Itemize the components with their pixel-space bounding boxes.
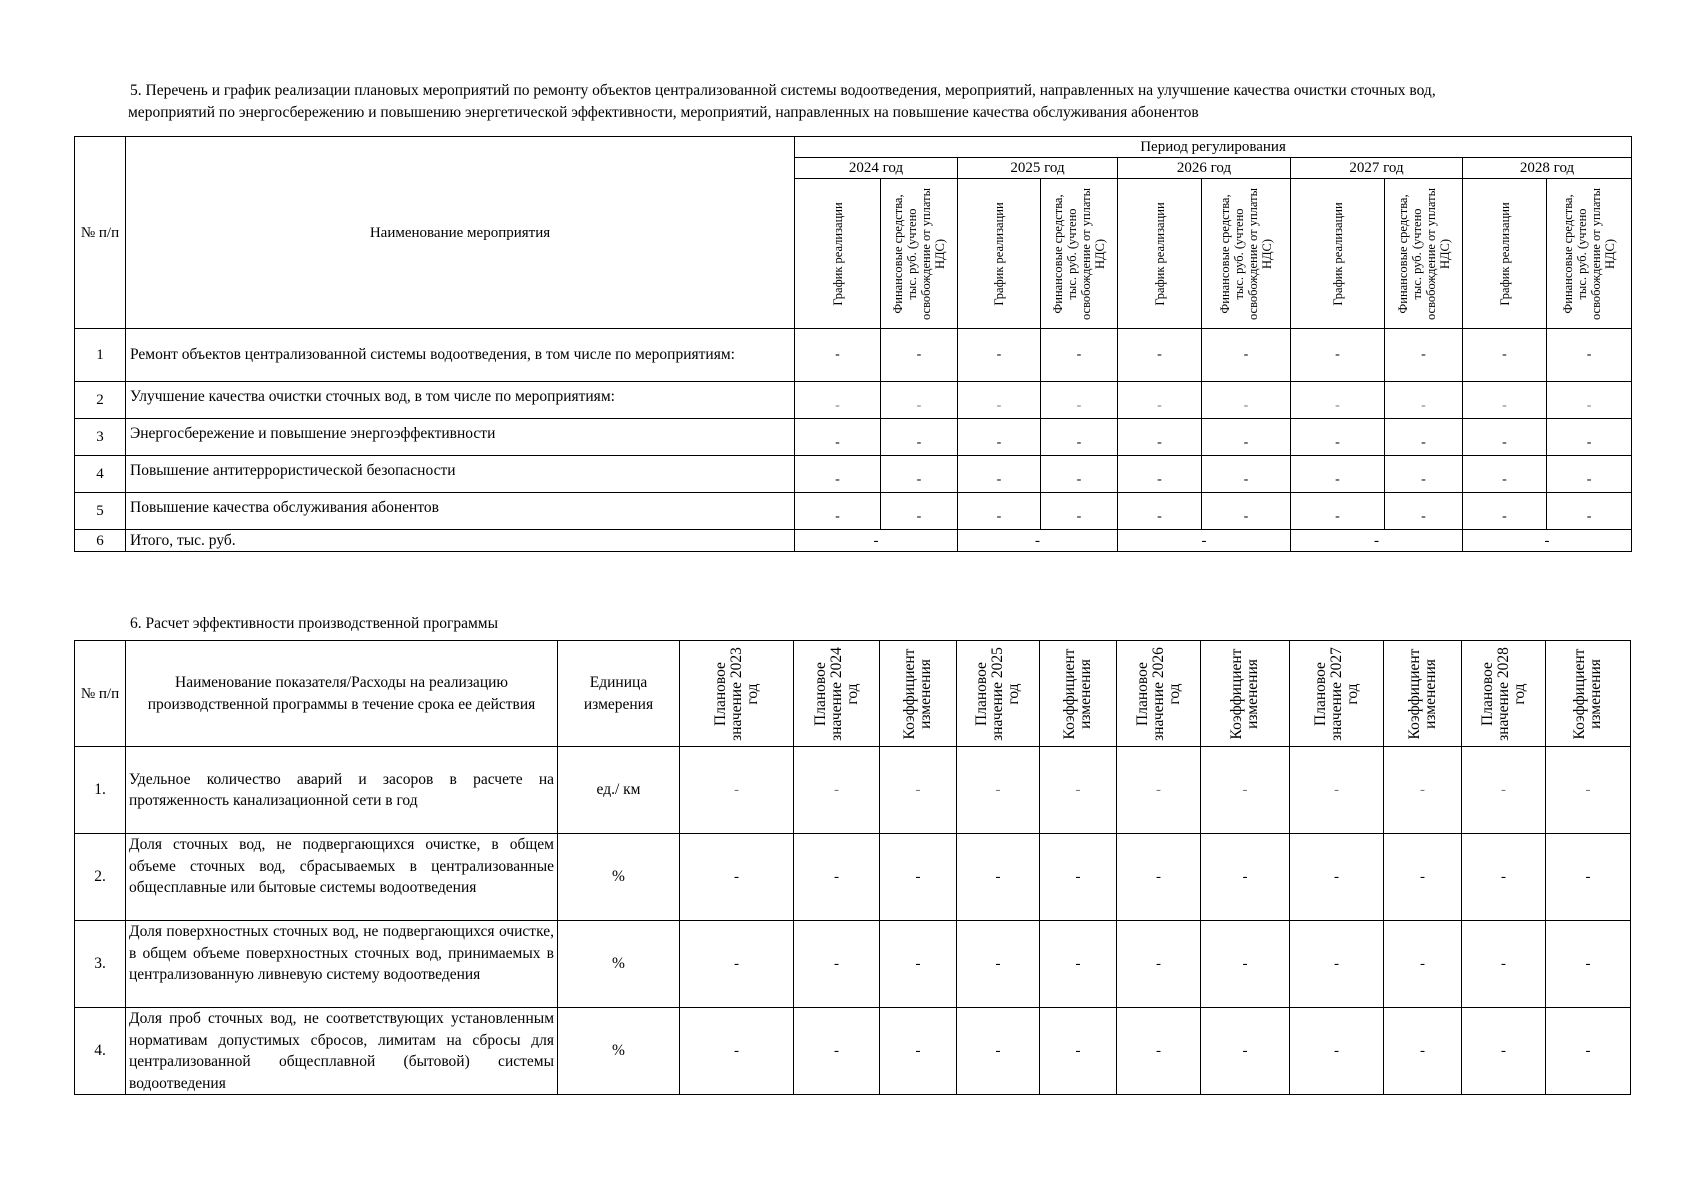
subheader-schedule: График реализации xyxy=(958,179,1041,329)
total-value: - xyxy=(958,530,1118,552)
value-cell: - xyxy=(1546,747,1631,834)
planned-value-header: Плановое значение 2026 год xyxy=(1117,641,1201,747)
value-cell: - xyxy=(958,419,1041,456)
value-cell: - xyxy=(1547,456,1632,493)
planned-value-header: Плановое значение 2027 год xyxy=(1290,641,1384,747)
section5-heading xyxy=(130,80,1630,124)
row-number: 1. xyxy=(75,747,126,834)
value-cell: - xyxy=(1463,419,1547,456)
value-cell: - xyxy=(958,329,1041,382)
value-cell: - xyxy=(1546,921,1631,1008)
subheader-schedule: График реализации xyxy=(1291,179,1385,329)
value-cell: - xyxy=(1117,1008,1201,1095)
value-cell: - xyxy=(1462,747,1546,834)
value-cell: - xyxy=(1291,493,1385,530)
value-cell: - xyxy=(1290,747,1384,834)
value-cell: - xyxy=(1041,329,1118,382)
value-cell: - xyxy=(1463,493,1547,530)
value-cell: - xyxy=(880,1008,957,1095)
value-cell: - xyxy=(1385,329,1463,382)
value-cell: - xyxy=(680,747,794,834)
value-cell: - xyxy=(957,747,1040,834)
value-cell: - xyxy=(958,382,1041,419)
section5-heading-line1: 5. Перечень и график реализации плановых мероприятий по ремонту объектов централизованной системы водоотведения, мероприятий, направленных на улучшение качества очистки сточных вод, xyxy=(130,82,1436,99)
value-cell: - xyxy=(1384,747,1462,834)
activity-name: Повышение антитеррористической безопасности xyxy=(126,456,795,493)
value-cell: - xyxy=(1290,921,1384,1008)
value-cell: - xyxy=(957,921,1040,1008)
table-row xyxy=(75,329,1632,382)
value-cell: - xyxy=(880,834,957,921)
table-row xyxy=(75,456,1632,493)
value-cell: - xyxy=(881,456,958,493)
col-header-indicator: Наименование показателя/Расходы на реализацию производственной программы в течение срока ее действия xyxy=(126,641,558,747)
value-cell: - xyxy=(1118,493,1202,530)
subheader-finance: Финансовые средства, тыс. руб. (учтено освобождение от уплаты НДС) xyxy=(881,179,958,329)
value-cell: - xyxy=(795,382,881,419)
unit-cell: % xyxy=(558,834,680,921)
value-cell: - xyxy=(1201,1008,1290,1095)
value-cell: - xyxy=(1546,1008,1631,1095)
indicator-name: Доля сточных вод, не подвергающихся очистке, в общем объеме сточных вод, сбрасываемых в централизованные общесплавные или бытовые системы водоотведения xyxy=(126,834,558,921)
subheader-schedule: График реализации xyxy=(1463,179,1547,329)
value-cell: - xyxy=(1547,329,1632,382)
value-cell: - xyxy=(881,329,958,382)
value-cell: - xyxy=(680,834,794,921)
row-number: 2. xyxy=(75,834,126,921)
value-cell: - xyxy=(957,1008,1040,1095)
value-cell: - xyxy=(680,1008,794,1095)
row-number: 3 xyxy=(75,419,126,456)
value-cell: - xyxy=(1291,419,1385,456)
col-header-num: № п/п xyxy=(75,641,126,747)
coefficient-header: Коэффициент изменения xyxy=(1040,641,1117,747)
planned-value-header: Плановое значение 2024 год xyxy=(794,641,880,747)
value-cell: - xyxy=(1462,921,1546,1008)
schedule-table xyxy=(74,136,1632,552)
value-cell: - xyxy=(1290,834,1384,921)
value-cell: - xyxy=(1546,834,1631,921)
value-cell: - xyxy=(794,747,880,834)
value-cell: - xyxy=(1040,1008,1117,1095)
value-cell: - xyxy=(881,382,958,419)
value-cell: - xyxy=(1202,419,1291,456)
value-cell: - xyxy=(1385,382,1463,419)
total-value: - xyxy=(1463,530,1632,552)
value-cell: - xyxy=(1463,382,1547,419)
value-cell: - xyxy=(1462,834,1546,921)
value-cell: - xyxy=(1202,329,1291,382)
value-cell: - xyxy=(1385,456,1463,493)
row-number: 6 xyxy=(75,530,126,552)
subheader-schedule: График реализации xyxy=(795,179,881,329)
value-cell: - xyxy=(1463,456,1547,493)
row-number: 3. xyxy=(75,921,126,1008)
year-header: 2025 год xyxy=(958,158,1118,179)
value-cell: - xyxy=(958,456,1041,493)
value-cell: - xyxy=(1384,1008,1462,1095)
value-cell: - xyxy=(1118,382,1202,419)
value-cell: - xyxy=(795,329,881,382)
value-cell: - xyxy=(957,834,1040,921)
value-cell: - xyxy=(795,419,881,456)
section6-heading: 6. Расчет эффективности производственной программы xyxy=(130,615,498,632)
planned-value-header: Плановое значение 2028 год xyxy=(1462,641,1546,747)
value-cell: - xyxy=(1385,493,1463,530)
unit-cell: % xyxy=(558,921,680,1008)
value-cell: - xyxy=(795,493,881,530)
value-cell: - xyxy=(1041,382,1118,419)
value-cell: - xyxy=(795,456,881,493)
value-cell: - xyxy=(1041,419,1118,456)
value-cell: - xyxy=(1384,834,1462,921)
value-cell: - xyxy=(1291,456,1385,493)
period-header: Период регулирования xyxy=(795,137,1632,158)
total-value: - xyxy=(1291,530,1463,552)
indicator-name: Доля поверхностных сточных вод, не подвергающихся очистке, в общем объеме поверхностных сточных вод, принимаемых в централизованную ливневую систему водоотведения xyxy=(126,921,558,1008)
total-value: - xyxy=(1118,530,1291,552)
year-header: 2024 год xyxy=(795,158,958,179)
value-cell: - xyxy=(1118,329,1202,382)
value-cell: - xyxy=(958,493,1041,530)
value-cell: - xyxy=(1547,419,1632,456)
total-row xyxy=(75,530,1632,552)
value-cell: - xyxy=(680,921,794,1008)
row-number: 2 xyxy=(75,382,126,419)
table-row xyxy=(75,419,1632,456)
value-cell: - xyxy=(1385,419,1463,456)
col-header-num: № п/п xyxy=(75,137,126,329)
value-cell: - xyxy=(1040,921,1117,1008)
value-cell: - xyxy=(1290,1008,1384,1095)
value-cell: - xyxy=(1118,419,1202,456)
value-cell: - xyxy=(880,921,957,1008)
table-row xyxy=(75,834,1631,921)
year-header: 2028 год xyxy=(1463,158,1632,179)
value-cell: - xyxy=(1384,921,1462,1008)
subheader-finance: Финансовые средства, тыс. руб. (учтено освобождение от уплаты НДС) xyxy=(1385,179,1463,329)
value-cell: - xyxy=(880,747,957,834)
activity-name: Улучшение качества очистки сточных вод, в том числе по мероприятиям: xyxy=(126,382,795,419)
row-number: 4 xyxy=(75,456,126,493)
value-cell: - xyxy=(1547,382,1632,419)
coefficient-header: Коэффициент изменения xyxy=(1384,641,1462,747)
value-cell: - xyxy=(1201,921,1290,1008)
indicator-name: Удельное количество аварий и засоров в расчете на протяженность канализационной сети в год xyxy=(126,747,558,834)
value-cell: - xyxy=(1547,493,1632,530)
table-row xyxy=(75,747,1631,834)
value-cell: - xyxy=(881,419,958,456)
col-header-name: Наименование мероприятия xyxy=(126,137,795,329)
value-cell: - xyxy=(1117,747,1201,834)
section5-heading-line2: мероприятий по энергосбережению и повышению энергетической эффективности, мероприятий, направленных на повышение качества обслуживания абонентов xyxy=(128,104,1199,121)
efficiency-table xyxy=(74,640,1631,1095)
value-cell: - xyxy=(1040,747,1117,834)
value-cell: - xyxy=(881,493,958,530)
col-header-unit: Единица измерения xyxy=(558,641,680,747)
coefficient-header: Коэффициент изменения xyxy=(880,641,957,747)
table-row xyxy=(75,382,1632,419)
planned-value-header: Плановое значение 2023 год xyxy=(680,641,794,747)
subheader-finance: Финансовые средства, тыс. руб. (учтено освобождение от уплаты НДС) xyxy=(1547,179,1632,329)
subheader-finance: Финансовые средства, тыс. руб. (учтено освобождение от уплаты НДС) xyxy=(1202,179,1291,329)
coefficient-header: Коэффициент изменения xyxy=(1546,641,1631,747)
planned-value-header: Плановое значение 2025 год xyxy=(957,641,1040,747)
total-label: Итого, тыс. руб. xyxy=(126,530,795,552)
activity-name: Ремонт объектов централизованной системы водоотведения, в том числе по мероприятиям: xyxy=(126,329,795,382)
activity-name: Повышение качества обслуживания абонентов xyxy=(126,493,795,530)
unit-cell: ед./ км xyxy=(558,747,680,834)
row-number: 1 xyxy=(75,329,126,382)
value-cell: - xyxy=(1118,456,1202,493)
subheader-schedule: График реализации xyxy=(1118,179,1202,329)
row-number: 5 xyxy=(75,493,126,530)
value-cell: - xyxy=(1463,329,1547,382)
value-cell: - xyxy=(1202,456,1291,493)
value-cell: - xyxy=(1291,329,1385,382)
coefficient-header: Коэффициент изменения xyxy=(1201,641,1290,747)
unit-cell: % xyxy=(558,1008,680,1095)
value-cell: - xyxy=(794,834,880,921)
value-cell: - xyxy=(794,1008,880,1095)
value-cell: - xyxy=(1291,382,1385,419)
value-cell: - xyxy=(794,921,880,1008)
year-header: 2026 год xyxy=(1118,158,1291,179)
table-row xyxy=(75,921,1631,1008)
value-cell: - xyxy=(1201,834,1290,921)
row-number: 4. xyxy=(75,1008,126,1095)
table-row xyxy=(75,493,1632,530)
value-cell: - xyxy=(1040,834,1117,921)
indicator-name: Доля проб сточных вод, не соответствующих установленным нормативам допустимых сбросов, лимитам на сбросы для централизованной общесплавной (бытовой) системы водоотведения xyxy=(126,1008,558,1095)
subheader-finance: Финансовые средства, тыс. руб. (учтено освобождение от уплаты НДС) xyxy=(1041,179,1118,329)
table-row xyxy=(75,1008,1631,1095)
value-cell: - xyxy=(1117,834,1201,921)
value-cell: - xyxy=(1202,493,1291,530)
value-cell: - xyxy=(1117,921,1201,1008)
activity-name: Энергосбережение и повышение энергоэффективности xyxy=(126,419,795,456)
value-cell: - xyxy=(1201,747,1290,834)
value-cell: - xyxy=(1041,456,1118,493)
value-cell: - xyxy=(1462,1008,1546,1095)
value-cell: - xyxy=(1041,493,1118,530)
value-cell: - xyxy=(1202,382,1291,419)
total-value: - xyxy=(795,530,958,552)
year-header: 2027 год xyxy=(1291,158,1463,179)
